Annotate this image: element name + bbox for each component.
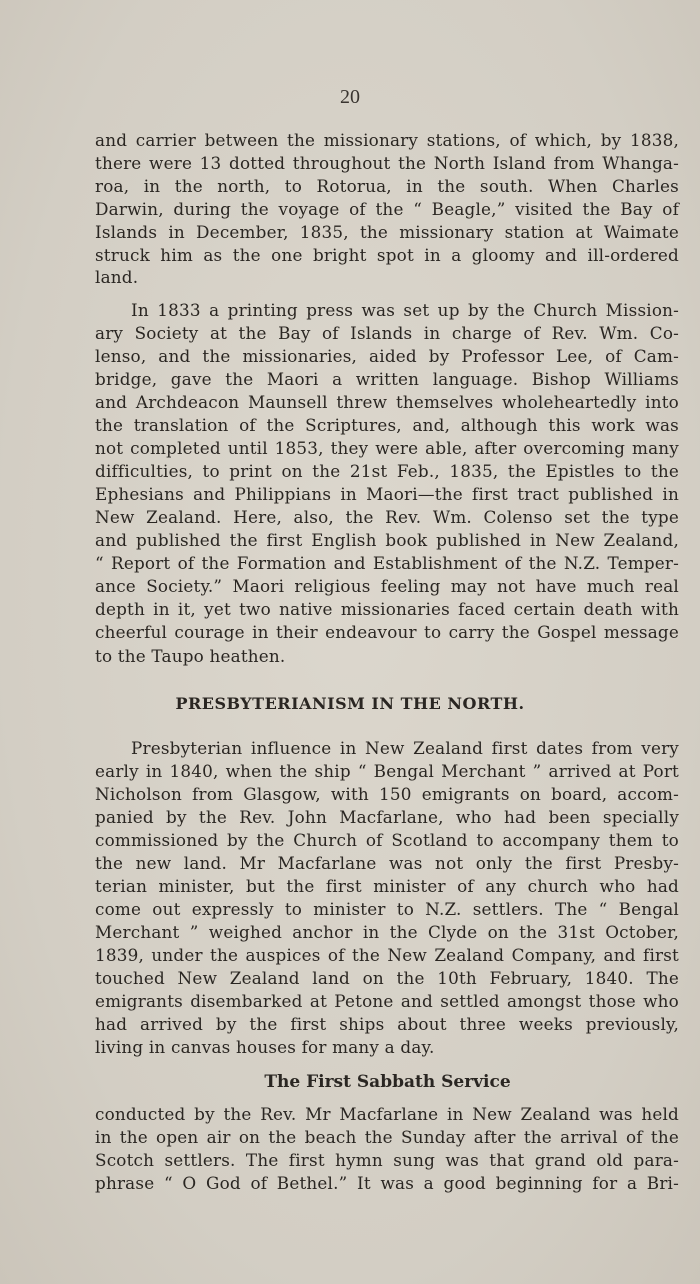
- text-line: the new land. Mr Macfarlane was not only the first Presby-: [95, 853, 679, 873]
- text-line: Darwin, during the voyage of the “ Beagle,” visited the Bay of: [95, 199, 679, 219]
- text-line: land.: [95, 267, 139, 287]
- text-line: living in canvas houses for many a day.: [95, 1037, 435, 1057]
- text-line: and carrier between the missionary stations, of which, by 1838,: [95, 130, 679, 150]
- text-line: Nicholson from Glasgow, with 150 emigrants on board, accom-: [95, 784, 679, 804]
- text-line: New Zealand. Here, also, the Rev. Wm. Colenso set the type: [95, 507, 679, 527]
- text-line: there were 13 dotted throughout the North Island from Whanga-: [95, 153, 679, 173]
- text-line: had arrived by the first ships about three weeks previously,: [95, 1014, 679, 1034]
- page-number: 20: [340, 86, 360, 108]
- text-line: the translation of the Scriptures, and, although this work was: [95, 415, 679, 435]
- text-line: Presbyterian influence in New Zealand first dates from very: [131, 738, 679, 758]
- text-line: Scotch settlers. The first hymn sung was that grand old para-: [95, 1150, 679, 1170]
- text-line: phrase “ O God of Bethel.” It was a good beginning for a Bri-: [95, 1173, 679, 1193]
- text-line: and Archdeacon Maunsell threw themselves wholeheartedly into: [95, 392, 679, 412]
- text-line: terian minister, but the first minister of any church who had: [95, 876, 679, 896]
- text-line: to the Taupo heathen.: [95, 646, 286, 666]
- text-line: “ Report of the Formation and Establishment of the N.Z. Temper-: [95, 553, 679, 573]
- text-line: conducted by the Rev. Mr Macfarlane in New Zealand was held: [95, 1104, 679, 1124]
- text-line: early in 1840, when the ship “ Bengal Merchant ” arrived at Port: [95, 761, 679, 781]
- text-line: In 1833 a printing press was set up by the Church Mission-: [131, 300, 679, 320]
- text-line: struck him as the one bright spot in a gloomy and ill-ordered: [95, 245, 679, 265]
- text-line: Islands in December, 1835, the missionary station at Waimate: [95, 222, 679, 242]
- section-heading: PRESBYTERIANISM IN THE NORTH.: [175, 694, 525, 713]
- text-line: panied by the Rev. John Macfarlane, who had been specially: [95, 807, 679, 827]
- text-line: ance Society.” Maori religious feeling may not have much real: [95, 576, 679, 596]
- text-line: lenso, and the missionaries, aided by Professor Lee, of Cam-: [95, 346, 679, 366]
- text-line: commissioned by the Church of Scotland to accompany them to: [95, 830, 679, 850]
- text-line: touched New Zealand land on the 10th February, 1840. The: [95, 968, 679, 988]
- text-line: not completed until 1853, they were able, after overcoming many: [95, 438, 679, 458]
- text-line: cheerful courage in their endeavour to carry the Gospel message: [95, 622, 679, 642]
- text-line: Ephesians and Philippians in Maori—the first tract published in: [95, 484, 679, 504]
- text-line: in the open air on the beach the Sunday after the arrival of the: [95, 1127, 679, 1147]
- text-line: ary Society at the Bay of Islands in charge of Rev. Wm. Co-: [95, 323, 679, 343]
- text-line: roa, in the north, to Rotorua, in the south. When Charles: [95, 176, 679, 196]
- text-line: and published the first English book published in New Zealand,: [95, 530, 679, 550]
- text-line: depth in it, yet two native missionaries faced certain death with: [95, 599, 679, 619]
- text-line: emigrants disembarked at Petone and settled amongst those who: [95, 991, 679, 1011]
- text-line: bridge, gave the Maori a written language. Bishop Williams: [95, 369, 679, 389]
- text-line: difficulties, to print on the 21st Feb., 1835, the Epistles to the: [95, 461, 679, 481]
- text-line: Merchant ” weighed anchor in the Clyde on the 31st October,: [95, 922, 679, 942]
- text-line: 1839, under the auspices of the New Zealand Company, and first: [95, 945, 679, 965]
- subsection-heading: The First Sabbath Service: [264, 1072, 511, 1092]
- text-line: come out expressly to minister to N.Z. settlers. The “ Bengal: [95, 899, 679, 919]
